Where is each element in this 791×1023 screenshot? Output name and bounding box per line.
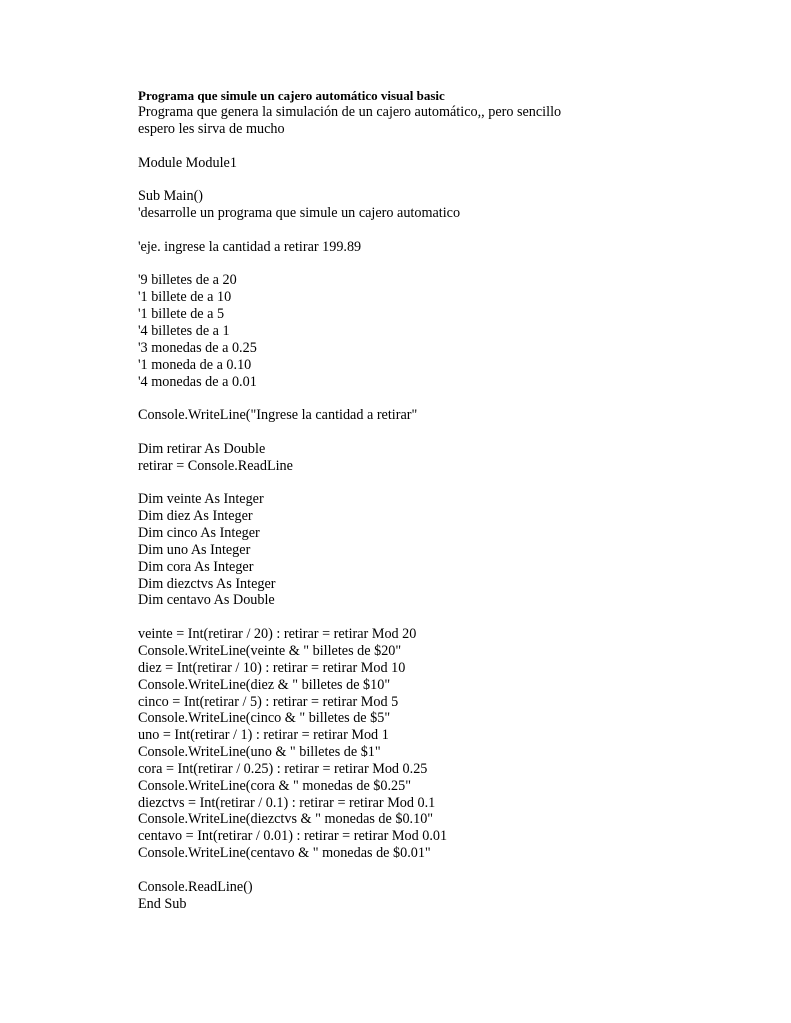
text-line: '4 billetes de a 1 (138, 322, 230, 339)
blank-line (138, 609, 758, 626)
text-line: '1 moneda de a 0.10 (138, 356, 252, 373)
text-line: espero les sirva de mucho (138, 120, 285, 137)
text-line: Console.WriteLine("Ingrese la cantidad a retirar" (138, 407, 418, 424)
document-body (138, 104, 758, 913)
text-line: Console.WriteLine(uno & " billetes de $1" (138, 744, 381, 761)
blank-line (138, 390, 758, 407)
text-line: Dim centavo As Double (138, 592, 275, 609)
text-line: '3 monedas de a 0.25 (138, 339, 257, 356)
text-line: Console.WriteLine(diezctvs & " monedas de $0.10" (138, 811, 434, 828)
text-line: Dim uno As Integer (138, 541, 251, 558)
document-title: Programa que simule un cajero automático visual basic (138, 88, 445, 103)
text-line: centavo = Int(retirar / 0.01) : retirar = retirar Mod 0.01 (138, 828, 448, 845)
text-line: Module Module1 (138, 154, 237, 171)
text-line: Sub Main() (138, 188, 204, 205)
blank-line (138, 222, 758, 239)
text-line: uno = Int(retirar / 1) : retirar = retirar Mod 1 (138, 727, 389, 744)
text-line: Console.WriteLine(centavo & " monedas de $0.01" (138, 845, 431, 862)
text-line: 'desarrolle un programa que simule un cajero automatico (138, 205, 461, 222)
text-line: '4 monedas de a 0.01 (138, 373, 257, 390)
text-line: End Sub (138, 895, 187, 912)
blank-line (138, 475, 758, 492)
text-line: Dim diezctvs As Integer (138, 575, 276, 592)
blank-line (138, 256, 758, 273)
text-line: Dim diez As Integer (138, 508, 253, 525)
text-line: '9 billetes de a 20 (138, 272, 237, 289)
blank-line (138, 424, 758, 441)
text-line: cora = Int(retirar / 0.25) : retirar = retirar Mod 0.25 (138, 760, 428, 777)
text-line: Console.WriteLine(cinco & " billetes de $5" (138, 710, 391, 727)
blank-line (138, 138, 758, 155)
blank-line (138, 171, 758, 188)
text-line: 'eje. ingrese la cantidad a retirar 199.89 (138, 238, 362, 255)
document-content (138, 87, 758, 913)
text-line: Programa que genera la simulación de un cajero automático,, pero sencillo (138, 104, 562, 120)
text-line: Console.ReadLine() (138, 878, 253, 895)
text-line: cinco = Int(retirar / 5) : retirar = retirar Mod 5 (138, 693, 399, 710)
text-line: Console.WriteLine(veinte & " billetes de $20" (138, 643, 402, 659)
text-line: Console.WriteLine(cora & " monedas de $0.25" (138, 777, 412, 794)
text-line: Dim retirar As Double (138, 440, 266, 457)
text-line: '1 billete de a 10 (138, 289, 232, 306)
text-line: '1 billete de a 5 (138, 306, 225, 323)
text-line: retirar = Console.ReadLine (138, 457, 293, 474)
text-line: Console.WriteLine(diez & " billetes de $10" (138, 676, 391, 693)
text-line: Dim cinco As Integer (138, 525, 260, 542)
text-line: Dim cora As Integer (138, 558, 254, 575)
blank-line (138, 862, 758, 879)
text-line: diezctvs = Int(retirar / 0.1) : retirar = retirar Mod 0.1 (138, 794, 436, 811)
text-line: veinte = Int(retirar / 20) : retirar = retirar Mod 20 (138, 626, 417, 643)
text-line: Dim veinte As Integer (138, 491, 264, 508)
text-line: diez = Int(retirar / 10) : retirar = retirar Mod 10 (138, 659, 406, 676)
